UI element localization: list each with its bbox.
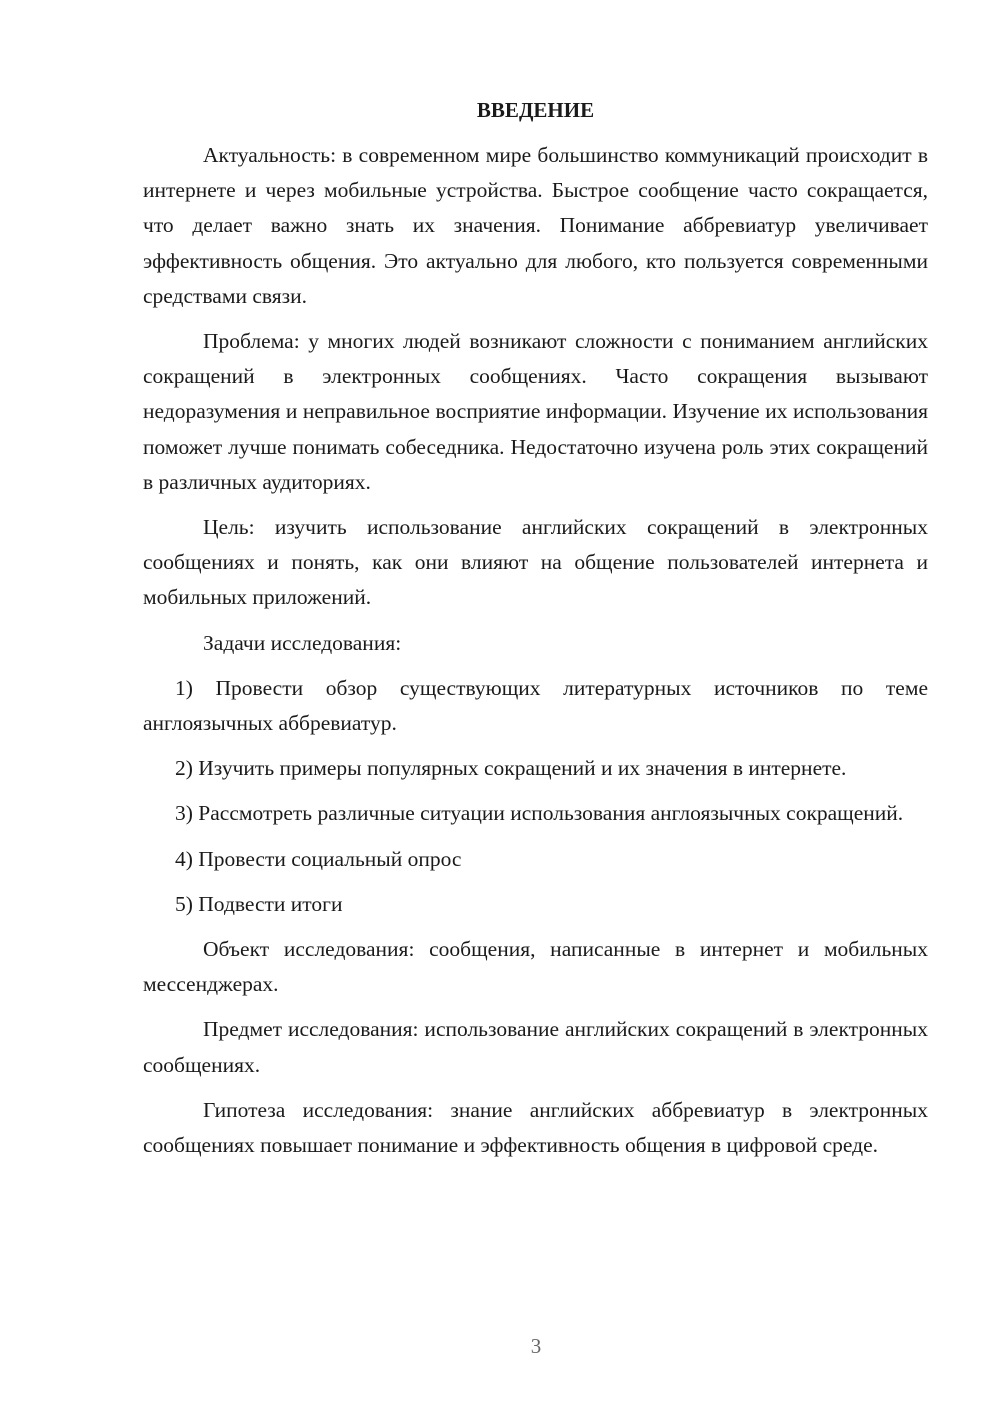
task-item-2: 2) Изучить примеры популярных сокращений и их значения в интернете. — [175, 756, 847, 781]
paragraph-object: Объект исследования: сообщения, написанные в интернет и мобильных мессенджерах. — [143, 937, 928, 997]
tasks-header: Задачи исследования: — [203, 630, 402, 655]
document-page — [143, 92, 928, 1173]
task-item-3: 3) Рассмотреть различные ситуации использования англоязычных сокращений. — [175, 801, 904, 826]
paragraph-goal: Цель: изучить использование английских сокращений в электронных сообщениях и понять, как они влияют на общение пользователей интернета и мобильных приложений. — [143, 515, 928, 610]
page-title: ВВЕДЕНИЕ — [476, 98, 595, 122]
task-item-4: 4) Провести социальный опрос — [175, 846, 462, 871]
task-item-5: 5) Подвести итоги — [175, 891, 343, 916]
paragraph-problem: Проблема: у многих людей возникают сложности с пониманием английских сокращений в электронных сообщениях. Часто сокращения вызывают недоразумения и неправильное восприятие информации. Изучение их использования поможет лучше понимать собеседника. Недостаточно изучена роль этих сокращений в различных аудиториях. — [143, 329, 928, 494]
task-item-1: 1) Провести обзор существующих литературных источников по теме англоязычных аббревиатур. — [143, 675, 928, 736]
paragraph-relevance: Актуальность: в современном мире большинство коммуникаций происходит в интернете и через мобильные устройства. Быстрое сообщение часто сокращается, что делает важно знать их значения. Понимание аббревиатур увеличивает эффективность общения. Это актуально для любого, кто пользуется современными средствами связи. — [143, 143, 928, 308]
paragraph-subject: Предмет исследования: использование английских сокращений в электронных сообщениях. — [143, 1017, 928, 1077]
page-number: 3 — [530, 1334, 542, 1358]
paragraph-hypothesis: Гипотеза исследования: знание английских аббревиатур в электронных сообщениях повышает понимание и эффективность общения в цифровой среде. — [143, 1097, 928, 1158]
